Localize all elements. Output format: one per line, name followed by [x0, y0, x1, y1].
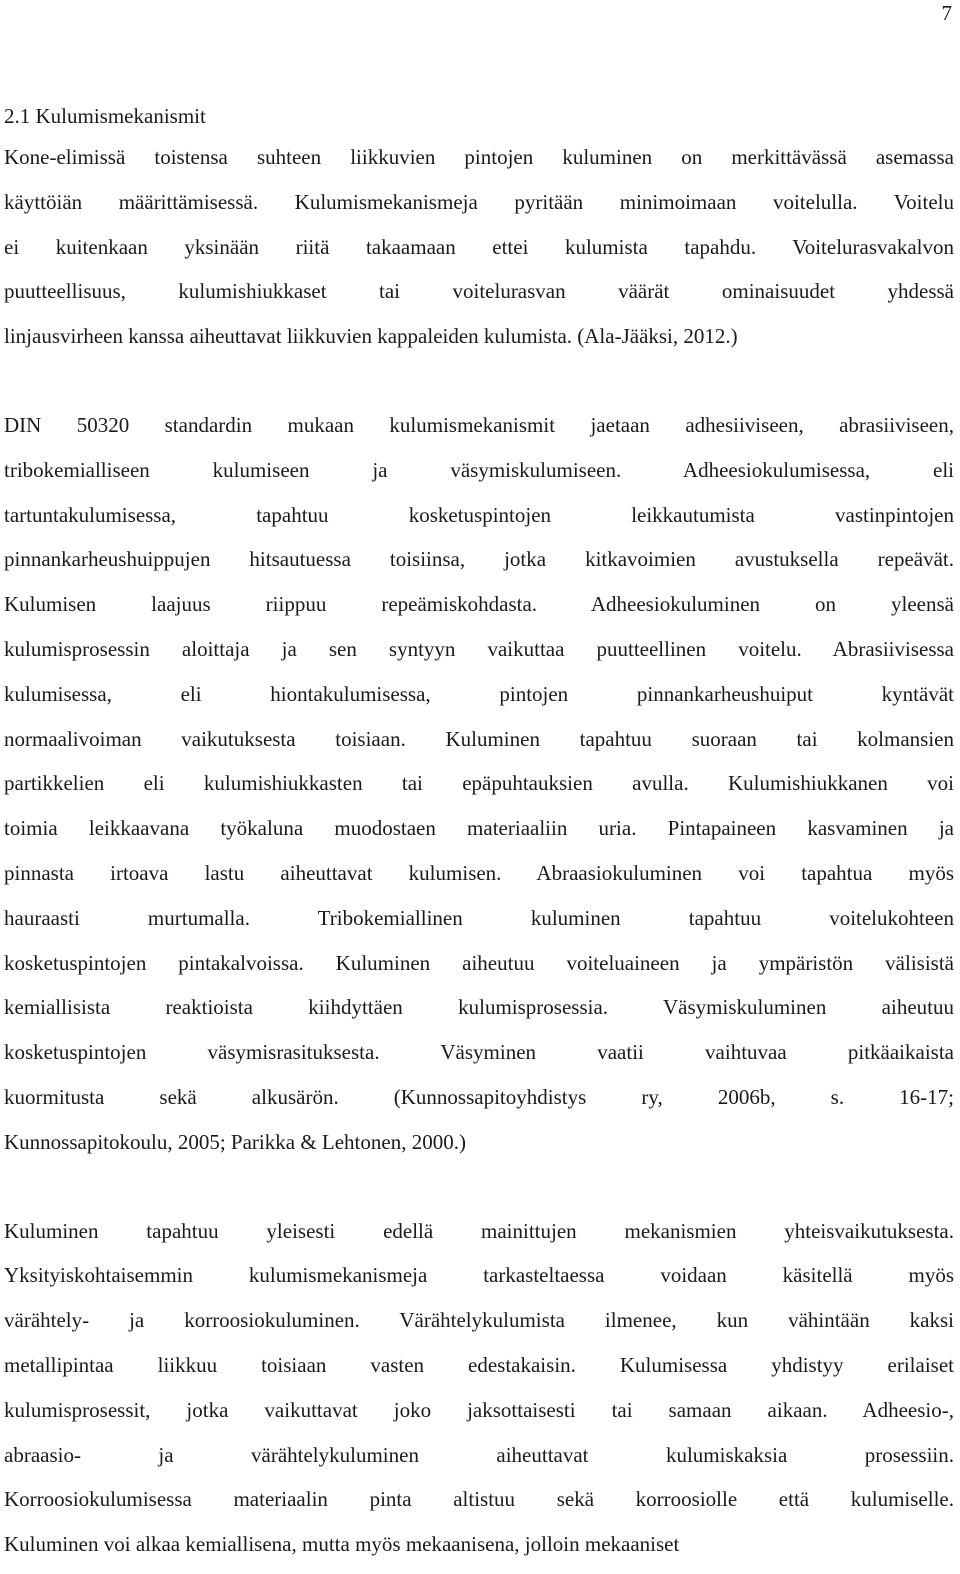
document-body	[4, 97, 954, 1567]
paragraph-intro	[4, 135, 954, 359]
text-line: Kone-elimissä toistensa suhteen liikkuvien pintojen kuluminen on merkittävässä asemassa	[4, 145, 954, 169]
paragraph-din-50320	[4, 403, 954, 1165]
text-line: hauraasti murtumalla. Tribokemiallinen kuluminen tapahtuu voitelukohteen	[4, 905, 954, 930]
text-line: normaalivoiman vaikutuksesta toisiaan. Kuluminen tapahtuu suoraan tai kolmansien	[4, 726, 954, 751]
text-line: kulumisprosessit, jotka vaikuttavat joko jaksottaisesti tai samaan aikaan. Adheesio-,	[4, 1397, 954, 1422]
text-line: toimia leikkaavana työkaluna muodostaen materiaaliin uria. Pintapaineen kasvaminen ja	[4, 816, 954, 841]
text-line: käyttöiän määrittämisessä. Kulumismekanismeja pyritään minimoimaan voitelulla. Voitelu	[4, 189, 954, 214]
paragraph-combined-wear	[4, 1209, 954, 1567]
text-line: kosketuspintojen pintakalvoissa. Kuluminen aiheutuu voiteluaineen ja ympäristön välisistä	[4, 950, 954, 975]
text-line: kulumisessa, eli hiontakulumisessa, pintojen pinnankarheushuiput kyntävät	[4, 681, 954, 706]
text-line: värähtely- ja korroosiokuluminen. Värähtelykulumista ilmenee, kun vähintään kaksi	[4, 1308, 954, 1333]
section-heading: 2.1 Kulumismekanismit	[4, 104, 206, 128]
text-line: kuormitusta sekä alkusärön. (Kunnossapitoyhdistys ry, 2006b, s. 16-17;	[4, 1084, 954, 1109]
text-line: metallipintaa liikkuu toisiaan vasten edestakaisin. Kulumisessa yhdistyy erilaiset	[4, 1352, 954, 1377]
text-line: tartuntakulumisessa, tapahtuu kosketuspintojen leikkautumista vastinpintojen	[4, 502, 954, 527]
text-line: kosketuspintojen väsymisrasituksesta. Väsyminen vaatii vaihtuvaa pitkäaikaista	[4, 1040, 954, 1065]
text-line: pinnasta irtoava lastu aiheuttavat kulumisen. Abraasiokuluminen voi tapahtua myös	[4, 860, 954, 885]
text-line: pinnankarheushuippujen hitsautuessa toisiinsa, jotka kitkavoimien avustuksella repeävät.	[4, 547, 954, 572]
text-line: kemiallisista reaktioista kiihdyttäen kulumisprosessia. Väsymiskuluminen aiheutuu	[4, 995, 954, 1020]
text-line: Kulumisen laajuus riippuu repeämiskohdasta. Adheesiokuluminen on yleensä	[4, 592, 954, 617]
text-line: kulumisprosessin aloittaja ja sen syntyyn vaikuttaa puutteellinen voitelu. Abrasiivisessa	[4, 636, 954, 661]
text-line: ei kuitenkaan yksinään riitä takaamaan ettei kulumista tapahdu. Voitelurasvakalvon	[4, 234, 954, 259]
text-line: Yksityiskohtaisemmin kulumismekanismeja tarkasteltaessa voidaan käsitellä myös	[4, 1263, 954, 1288]
text-line: partikkelien eli kulumishiukkasten tai epäpuhtauksien avulla. Kulumishiukkanen voi	[4, 771, 954, 796]
text-line: abraasio- ja värähtelykuluminen aiheuttavat kulumiskaksia prosessiin.	[4, 1442, 954, 1467]
text-line: linjausvirheen kanssa aiheuttavat liikkuvien kappaleiden kulumista. (Ala-Jääksi, 2012.)	[4, 324, 738, 349]
page-number: 7	[941, 1, 952, 25]
text-line: tribokemialliseen kulumiseen ja väsymiskulumiseen. Adheesiokulumisessa, eli	[4, 457, 954, 482]
text-line: puutteellisuus, kulumishiukkaset tai voitelurasvan väärät ominaisuudet yhdessä	[4, 279, 954, 304]
text-line: Kuluminen voi alkaa kemiallisena, mutta myös mekaanisena, jolloin mekaaniset	[4, 1532, 680, 1557]
text-line: DIN 50320 standardin mukaan kulumismekanismit jaetaan adhesiiviseen, abrasiiviseen,	[4, 412, 954, 437]
text-line: Korroosiokulumisessa materiaalin pinta altistuu sekä korroosiolle että kulumiselle.	[4, 1487, 954, 1512]
text-line: Kuluminen tapahtuu yleisesti edellä mainittujen mekanismien yhteisvaikutuksesta.	[4, 1218, 954, 1243]
text-line: Kunnossapitokoulu, 2005; Parikka & Lehtonen, 2000.)	[4, 1129, 466, 1154]
